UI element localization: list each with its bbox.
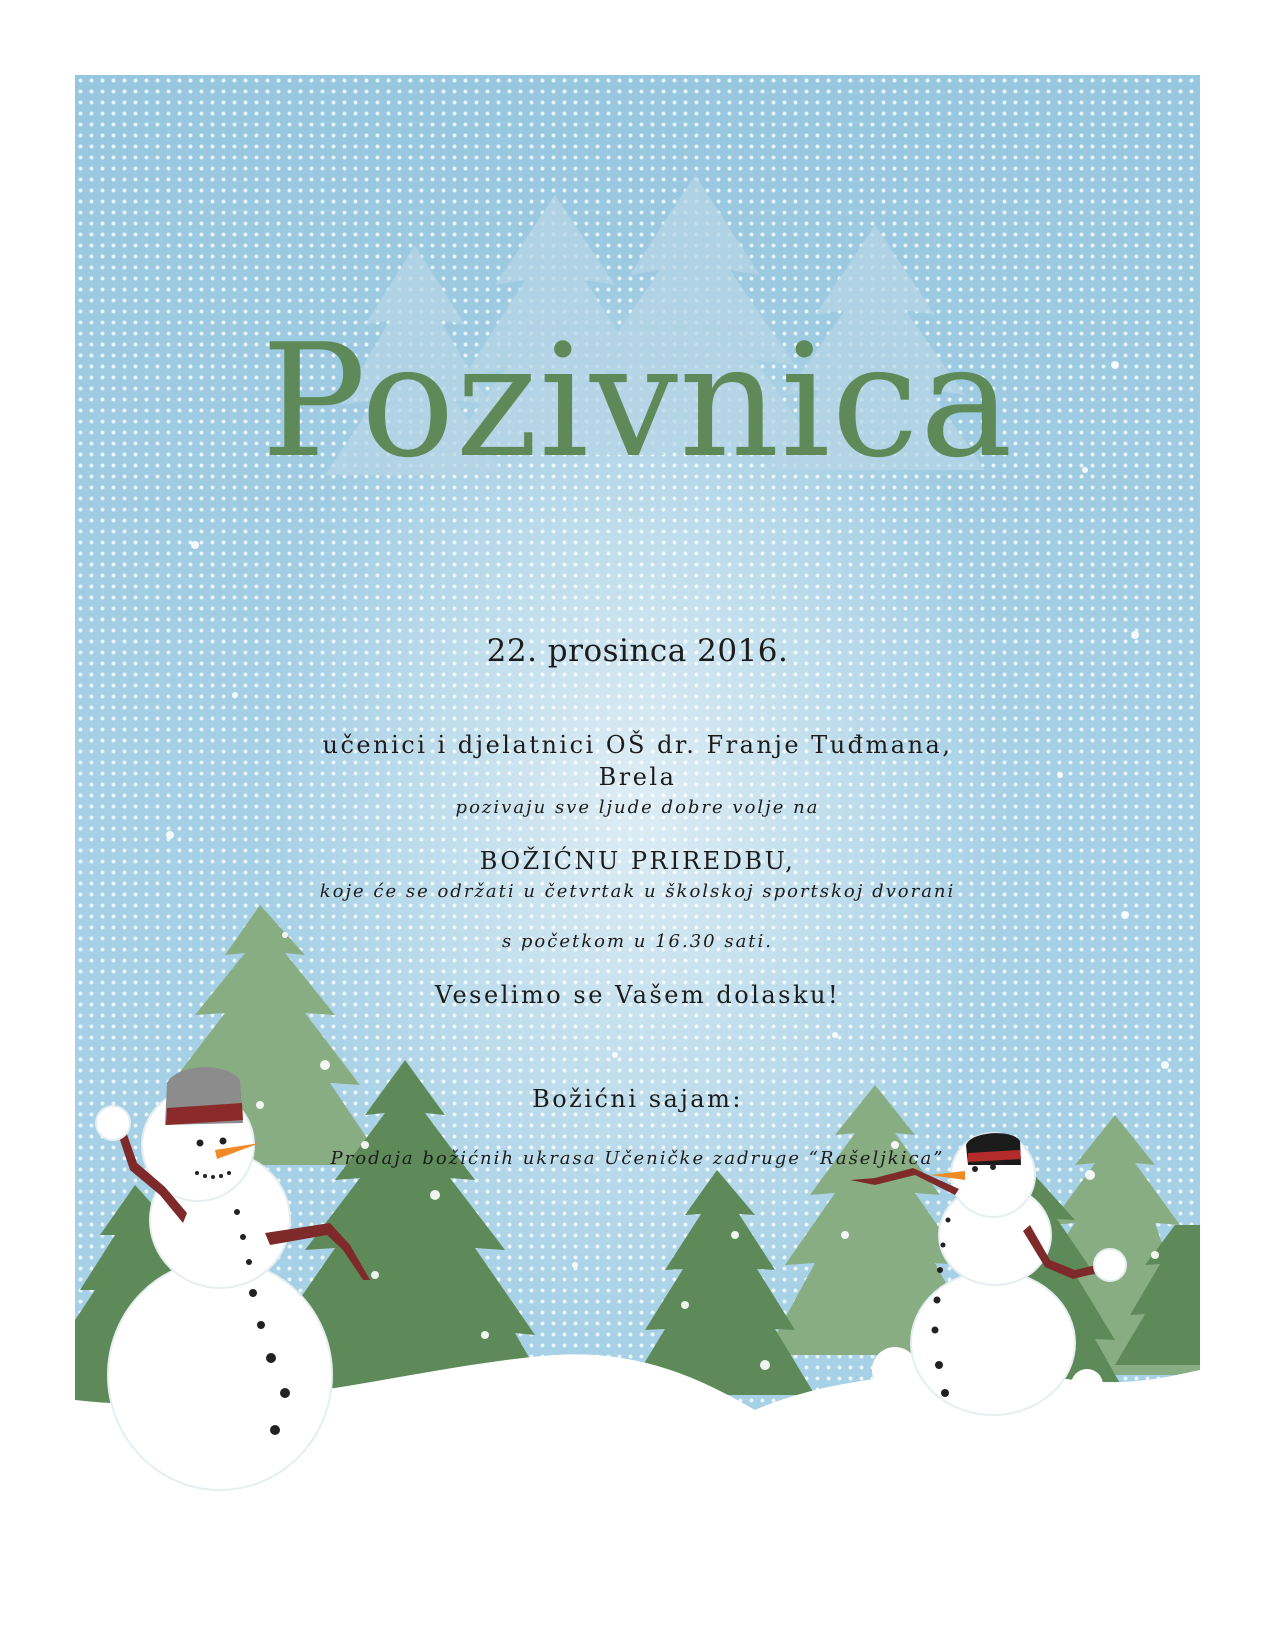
page-title: Pozivnica: [261, 310, 1014, 492]
welcome-line: Veselimo se Vašem dolasku!: [434, 981, 841, 1009]
location-line: koje će se održati u četvrtak u školskoj sportskoj dvorani: [319, 881, 956, 902]
invitation-card: [75, 75, 1200, 1650]
fair-heading: Božićni sajam:: [532, 1085, 743, 1113]
event-date: 22. prosinca 2016.: [486, 633, 789, 669]
event-name: BOŽIĆNU PRIREDBU,: [479, 847, 796, 875]
invite-line: pozivaju sve ljude dobre volje na: [455, 797, 820, 818]
time-line: s početkom u 16.30 sati.: [501, 931, 774, 952]
place-line: Brela: [598, 763, 677, 791]
organizers-line: učenici i djelatnici OŠ dr. Franje Tuđmana,: [322, 731, 953, 759]
invitation-text: [75, 75, 1200, 1650]
fair-description: Prodaja božićnih ukrasa Učeničke zadruge “Rašeljkica”: [330, 1148, 945, 1169]
